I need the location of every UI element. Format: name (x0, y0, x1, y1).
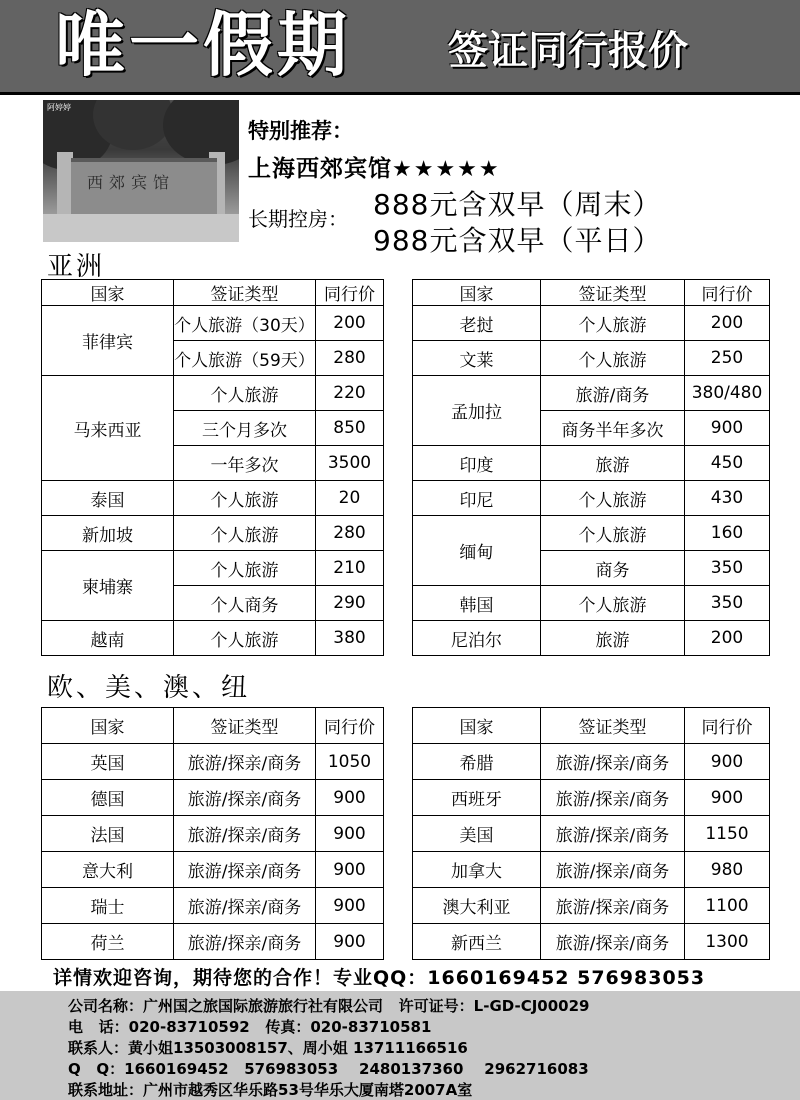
visa-cell: 旅游/探亲/商务 (174, 780, 316, 816)
country-cell: 泰国 (42, 481, 174, 516)
visa-cell: 一年多次 (174, 446, 316, 481)
qq-numbers: Q Q：1660169452 576983053 2480137360 2962716083 (68, 1060, 589, 1078)
price-cell: 380/480 (685, 376, 770, 411)
price-cell: 1100 (685, 888, 770, 924)
country-cell: 西班牙 (413, 780, 541, 816)
table-row (413, 816, 770, 852)
country-cell: 越南 (42, 621, 174, 656)
price-cell: 210 (316, 551, 384, 586)
visa-cell: 个人旅游 (174, 376, 316, 411)
price-cell: 900 (685, 780, 770, 816)
col-country-header: 国家 (413, 708, 541, 744)
company-info-block (0, 991, 800, 1100)
table-header-row (413, 280, 770, 306)
price-cell: 1150 (685, 816, 770, 852)
visa-cell: 个人旅游 (541, 481, 685, 516)
table-header-row (42, 708, 384, 744)
col-price-header: 同行价 (316, 280, 384, 306)
price-cell: 850 (316, 411, 384, 446)
table-row (42, 481, 384, 516)
price-cell: 280 (316, 516, 384, 551)
country-cell: 印度 (413, 446, 541, 481)
country-cell: 法国 (42, 816, 174, 852)
price-cell: 450 (685, 446, 770, 481)
price-cell: 380 (316, 621, 384, 656)
table-row (42, 516, 384, 551)
company-name: 公司名称：广州国之旅国际旅游旅行社有限公司 许可证号：L-GD-CJ00029 (68, 997, 590, 1015)
visa-cell: 个人旅游 (541, 516, 685, 551)
price-cell: 900 (316, 924, 384, 960)
visa-cell: 个人商务 (174, 586, 316, 621)
price-cell: 980 (685, 852, 770, 888)
table-row (42, 852, 384, 888)
contact-persons: 联系人：黄小姐13503008157、周小姐 13711166516 (68, 1039, 468, 1057)
country-cell: 新西兰 (413, 924, 541, 960)
price-cell: 430 (685, 481, 770, 516)
country-cell: 德国 (42, 780, 174, 816)
country-cell: 荷兰 (42, 924, 174, 960)
visa-cell: 旅游/探亲/商务 (174, 888, 316, 924)
visa-cell: 旅游/探亲/商务 (541, 744, 685, 780)
consult-line: 详情欢迎咨询，期待您的合作！专业QQ：1660169452 576983053 (53, 967, 706, 989)
section-west-title: 欧、美、澳、纽 (47, 673, 251, 703)
country-cell: 加拿大 (413, 852, 541, 888)
col-visa-header: 签证类型 (174, 708, 316, 744)
price-cell: 20 (316, 481, 384, 516)
rate-weekday: 988元含双早（平日） (373, 224, 662, 257)
table-row (413, 446, 770, 481)
table-row (42, 306, 384, 341)
visa-cell: 旅游 (541, 446, 685, 481)
hotel-sign-text: 西郊宾馆 (87, 173, 176, 192)
visa-cell: 个人旅游 (174, 621, 316, 656)
col-country-header: 国家 (42, 280, 174, 306)
table-row (413, 924, 770, 960)
table-row (413, 341, 770, 376)
price-cell: 3500 (316, 446, 384, 481)
price-cell: 1300 (685, 924, 770, 960)
col-price-header: 同行价 (685, 280, 770, 306)
visa-cell: 旅游/商务 (541, 376, 685, 411)
price-cell: 900 (316, 780, 384, 816)
visa-cell: 商务 (541, 551, 685, 586)
country-cell: 新加坡 (42, 516, 174, 551)
west-right-table (412, 707, 770, 960)
table-row (42, 744, 384, 780)
visa-cell: 旅游/探亲/商务 (174, 744, 316, 780)
country-cell: 瑞士 (42, 888, 174, 924)
visa-cell: 旅游/探亲/商务 (541, 780, 685, 816)
price-cell: 900 (316, 816, 384, 852)
table-row (42, 816, 384, 852)
visa-cell: 个人旅游 (541, 306, 685, 341)
price-cell: 220 (316, 376, 384, 411)
country-cell: 老挝 (413, 306, 541, 341)
col-visa-header: 签证类型 (541, 708, 685, 744)
asia-right-table (412, 279, 770, 656)
price-cell: 160 (685, 516, 770, 551)
price-cell: 200 (685, 621, 770, 656)
price-cell: 290 (316, 586, 384, 621)
price-cell: 280 (316, 341, 384, 376)
visa-cell: 旅游/探亲/商务 (541, 888, 685, 924)
visa-cell: 个人旅游 (541, 341, 685, 376)
country-cell: 希腊 (413, 744, 541, 780)
table-header-row (42, 280, 384, 306)
country-cell: 印尼 (413, 481, 541, 516)
visa-cell: 个人旅游 (174, 516, 316, 551)
visa-cell: 旅游/探亲/商务 (174, 924, 316, 960)
col-visa-header: 签证类型 (541, 280, 685, 306)
table-row (413, 481, 770, 516)
section-asia-title: 亚洲 (47, 252, 106, 282)
table-row (42, 924, 384, 960)
table-header-row (413, 708, 770, 744)
table-row (42, 551, 384, 586)
col-price-header: 同行价 (685, 708, 770, 744)
price-cell: 200 (316, 306, 384, 341)
price-cell: 1050 (316, 744, 384, 780)
country-cell: 菲律宾 (42, 306, 174, 376)
price-cell: 900 (685, 411, 770, 446)
table-row (413, 780, 770, 816)
price-cell: 250 (685, 341, 770, 376)
brand-title: 唯一假期 (55, 3, 351, 86)
country-cell: 尼泊尔 (413, 621, 541, 656)
table-row (413, 306, 770, 341)
col-country-header: 国家 (42, 708, 174, 744)
recommend-title: 特别推荐： (248, 119, 353, 143)
page-subtitle: 签证同行报价 (448, 28, 688, 74)
table-row (413, 516, 770, 551)
country-cell: 意大利 (42, 852, 174, 888)
visa-cell: 个人旅游 (174, 551, 316, 586)
phone-fax: 电 话：020-83710592 传真：020-83710581 (68, 1018, 432, 1036)
country-cell: 文莱 (413, 341, 541, 376)
country-cell: 美国 (413, 816, 541, 852)
visa-cell: 个人旅游（30天） (174, 306, 316, 341)
table-row (42, 780, 384, 816)
price-cell: 200 (685, 306, 770, 341)
country-cell: 马来西亚 (42, 376, 174, 481)
visa-cell: 旅游 (541, 621, 685, 656)
col-price-header: 同行价 (316, 708, 384, 744)
visa-cell: 个人旅游（59天） (174, 341, 316, 376)
visa-cell: 旅游/探亲/商务 (541, 816, 685, 852)
table-row (413, 852, 770, 888)
col-visa-header: 签证类型 (174, 280, 316, 306)
country-cell: 缅甸 (413, 516, 541, 586)
rate-weekend: 888元含双早（周末） (373, 188, 662, 221)
west-left-table (41, 707, 384, 960)
hotel-name (248, 150, 501, 183)
asia-left-table (41, 279, 384, 656)
table-row (413, 376, 770, 411)
country-cell: 英国 (42, 744, 174, 780)
table-row (42, 888, 384, 924)
visa-cell: 个人旅游 (174, 481, 316, 516)
price-cell: 900 (316, 852, 384, 888)
star-rating-icon: ★★★★★ (392, 157, 501, 182)
visa-cell: 个人旅游 (541, 586, 685, 621)
country-cell: 韩国 (413, 586, 541, 621)
table-row (42, 376, 384, 411)
photo-watermark: 阿婷婷 (47, 103, 71, 112)
table-row (413, 586, 770, 621)
table-row (413, 744, 770, 780)
price-cell: 900 (316, 888, 384, 924)
visa-cell: 商务半年多次 (541, 411, 685, 446)
price-cell: 900 (685, 744, 770, 780)
visa-cell: 三个月多次 (174, 411, 316, 446)
country-cell: 孟加拉 (413, 376, 541, 446)
hotel-name-text: 上海西郊宾馆 (248, 156, 392, 182)
visa-cell: 旅游/探亲/商务 (174, 816, 316, 852)
col-country-header: 国家 (413, 280, 541, 306)
price-cell: 350 (685, 586, 770, 621)
table-row (42, 621, 384, 656)
rate-label: 长期控房： (248, 207, 348, 231)
table-row (413, 888, 770, 924)
visa-cell: 旅游/探亲/商务 (541, 852, 685, 888)
visa-cell: 旅游/探亲/商务 (541, 924, 685, 960)
country-cell: 澳大利亚 (413, 888, 541, 924)
price-cell: 350 (685, 551, 770, 586)
address: 联系地址：广州市越秀区华乐路53号华乐大厦南塔2007A室 (68, 1081, 473, 1099)
table-row (413, 621, 770, 656)
visa-cell: 旅游/探亲/商务 (174, 852, 316, 888)
header-banner (0, 0, 800, 95)
hotel-photo (43, 100, 239, 242)
country-cell: 柬埔寨 (42, 551, 174, 621)
